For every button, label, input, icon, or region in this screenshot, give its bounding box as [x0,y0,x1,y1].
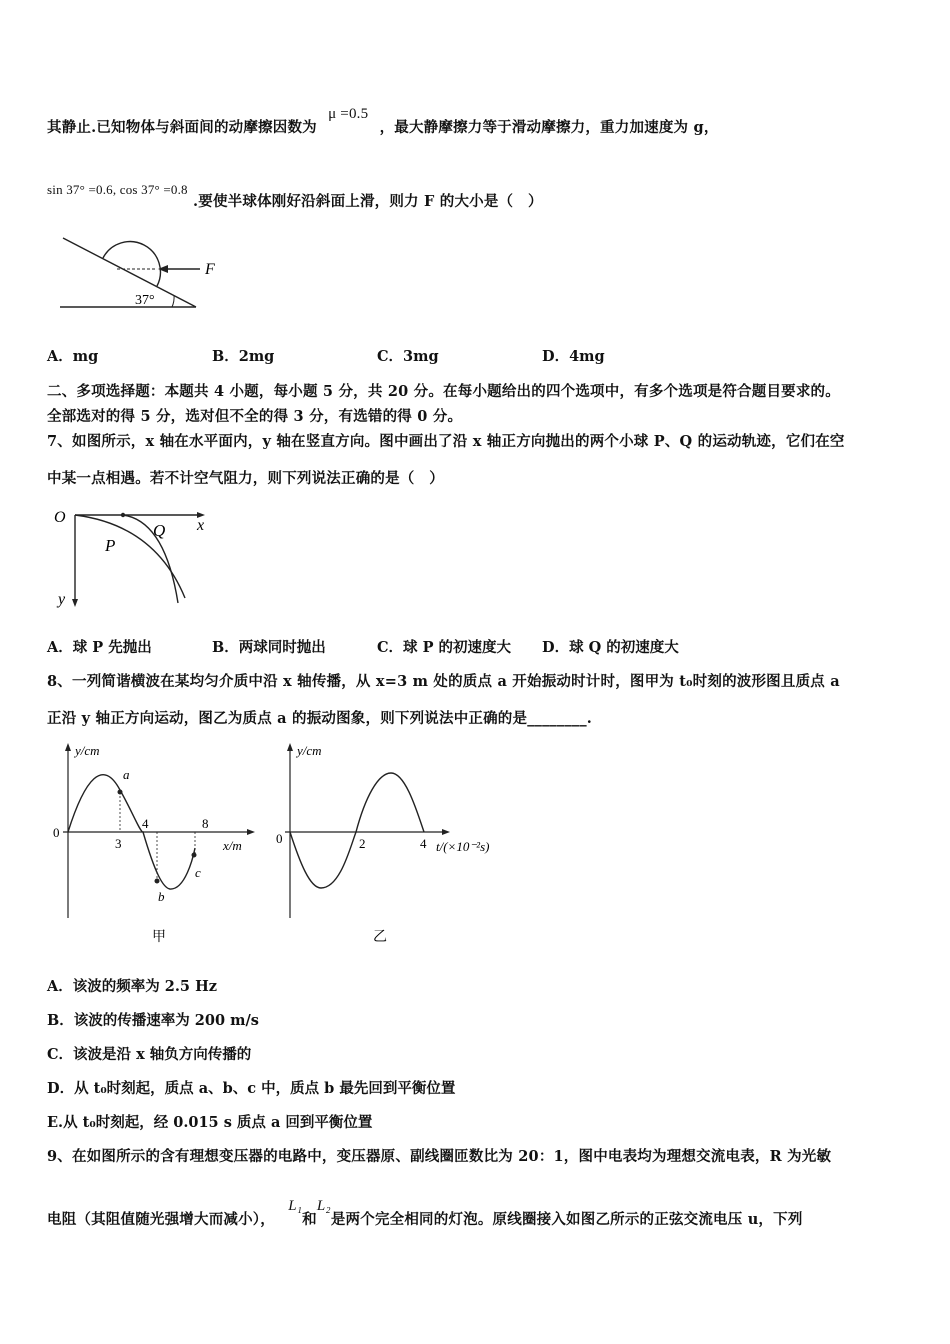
q6-option-b: B．2mg [212,348,275,365]
q6-line1-pre: 其静止.已知物体与斜面间的动摩擦因数为 [47,119,317,136]
label-c: c [195,865,201,880]
jia-tick-3: 3 [115,836,122,851]
q6-figure [55,228,235,313]
q6-option-c: C．3mg [377,348,439,365]
q-label: Q [153,521,166,540]
q7-option-c: C．球 P 的初速度大 [377,639,512,656]
yi-xlabel: t/(×10⁻²s) [436,839,490,854]
jia-ylabel: y/cm [75,743,100,758]
q8-figure-jia [45,738,265,953]
jia-xlabel: x/m [223,838,242,853]
jia-x-arrow [247,829,255,835]
q6-line2 [47,178,543,210]
q7-option-b: B．两球同时抛出 [212,639,326,656]
yi-wave [290,773,424,888]
y-axis-arrow [72,599,78,607]
q9-line2 [47,1198,803,1229]
label-a: a [123,767,130,782]
q6-trig: sin 37° =0.6, cos 37° =0.8 [47,182,188,197]
q6-option-a: A．mg [47,348,99,365]
yi-tick-4: 4 [420,836,427,851]
yi-caption: 乙 [373,930,387,945]
yi-zero: 0 [276,831,283,846]
q8-figure-yi [270,738,520,953]
p-label: P [105,536,116,555]
yi-y-arrow [287,743,293,751]
yi-x-arrow [442,829,450,835]
incline-surface [63,238,196,307]
section2-line1: 二、多项选择题：本题共 4 小题，每小题 5 分，共 20 分。在每小题给出的四个选项中，有多个选项是符合题目要求的。 [47,383,840,400]
jia-caption: 甲 [152,930,166,945]
q7-line1: 7、如图所示，x 轴在水平面内，y 轴在竖直方向。图中画出了沿 x 轴正方向抛出的两个小球 P、Q 的运动轨迹，它们在空 [47,433,845,450]
angle-arc [172,295,174,307]
q8-option-c: C．该波是沿 x 轴负方向传播的 [47,1046,252,1063]
q8-option-a: A．该波的频率为 2.5 Hz [47,978,218,995]
q9-l2: L₂ [316,1198,331,1214]
jia-tick-4: 4 [142,816,149,831]
angle-label: 37° [135,293,155,308]
point-b [155,879,160,884]
q6-option-d: D．4mg [542,348,605,365]
q7-option-d: D．球 Q 的初速度大 [542,639,679,656]
q-start-point [121,513,125,517]
q8-line2: 正沿 y 轴正方向运动，图乙为质点 a 的振动图象，则下列说法中正确的是________. [47,710,593,727]
q8-line1: 8、一列简谐横波在某均匀介质中沿 x 轴传播，从 x=3 m 处的质点 a 开始振动时计时，图甲为 t₀时刻的波形图且质点 a [47,673,840,690]
label-b: b [158,889,165,904]
q7-option-a: A．球 P 先抛出 [47,639,152,656]
q6-mu: μ =0.5 [328,106,369,122]
q9-and: 和 [302,1211,317,1228]
section2-line2: 全部选对的得 5 分，选对但不全的得 3 分，有选错的得 0 分。 [47,408,463,425]
jia-zero: 0 [53,825,60,840]
q9-line1: 9、在如图所示的含有理想变压器的电路中，变压器原、副线圈匝数比为 20：1，图中电表均为理想交流电表，R 为光敏 [47,1148,832,1165]
yi-ylabel: y/cm [297,743,322,758]
q9-l1: L₁ [288,1198,303,1214]
q6-line2-post: .要使半球体刚好沿斜面上滑，则力 F 的大小是（ ） [193,193,543,210]
q8-option-d: D．从 t₀时刻起，质点 a、b、c 中，质点 b 最先回到平衡位置 [47,1080,456,1097]
trajectory-q [123,515,178,603]
q6-line1 [47,106,719,137]
q7-line2: 中某一点相遇。若不计空气阻力，则下列说法正确的是（ ） [47,470,444,487]
jia-y-arrow [65,743,71,751]
q8-option-e: E.从 t₀时刻起，经 0.015 s 质点 a 回到平衡位置 [47,1114,373,1131]
q7-figure [50,503,220,613]
q6-line1-post: ，最大静摩擦力等于滑动摩擦力，重力加速度为 g， [379,119,719,136]
jia-tick-8: 8 [202,816,209,831]
point-a [118,790,123,795]
point-c [192,853,197,858]
force-label: F [205,261,215,278]
q9-line2-post: 是两个完全相同的灯泡。原线圈接入如图乙所示的正弦交流电压 u，下列 [330,1211,803,1228]
origin-label: O [54,509,66,526]
q8-option-b: B．该波的传播速率为 200 m/s [47,1012,259,1029]
y-label: y [58,591,66,608]
trajectory-p [75,515,185,598]
q9-line2-pre: 电阻（其阻值随光强增大而减小）， [47,1211,275,1228]
x-label: x [197,517,205,534]
yi-tick-2: 2 [359,836,366,851]
